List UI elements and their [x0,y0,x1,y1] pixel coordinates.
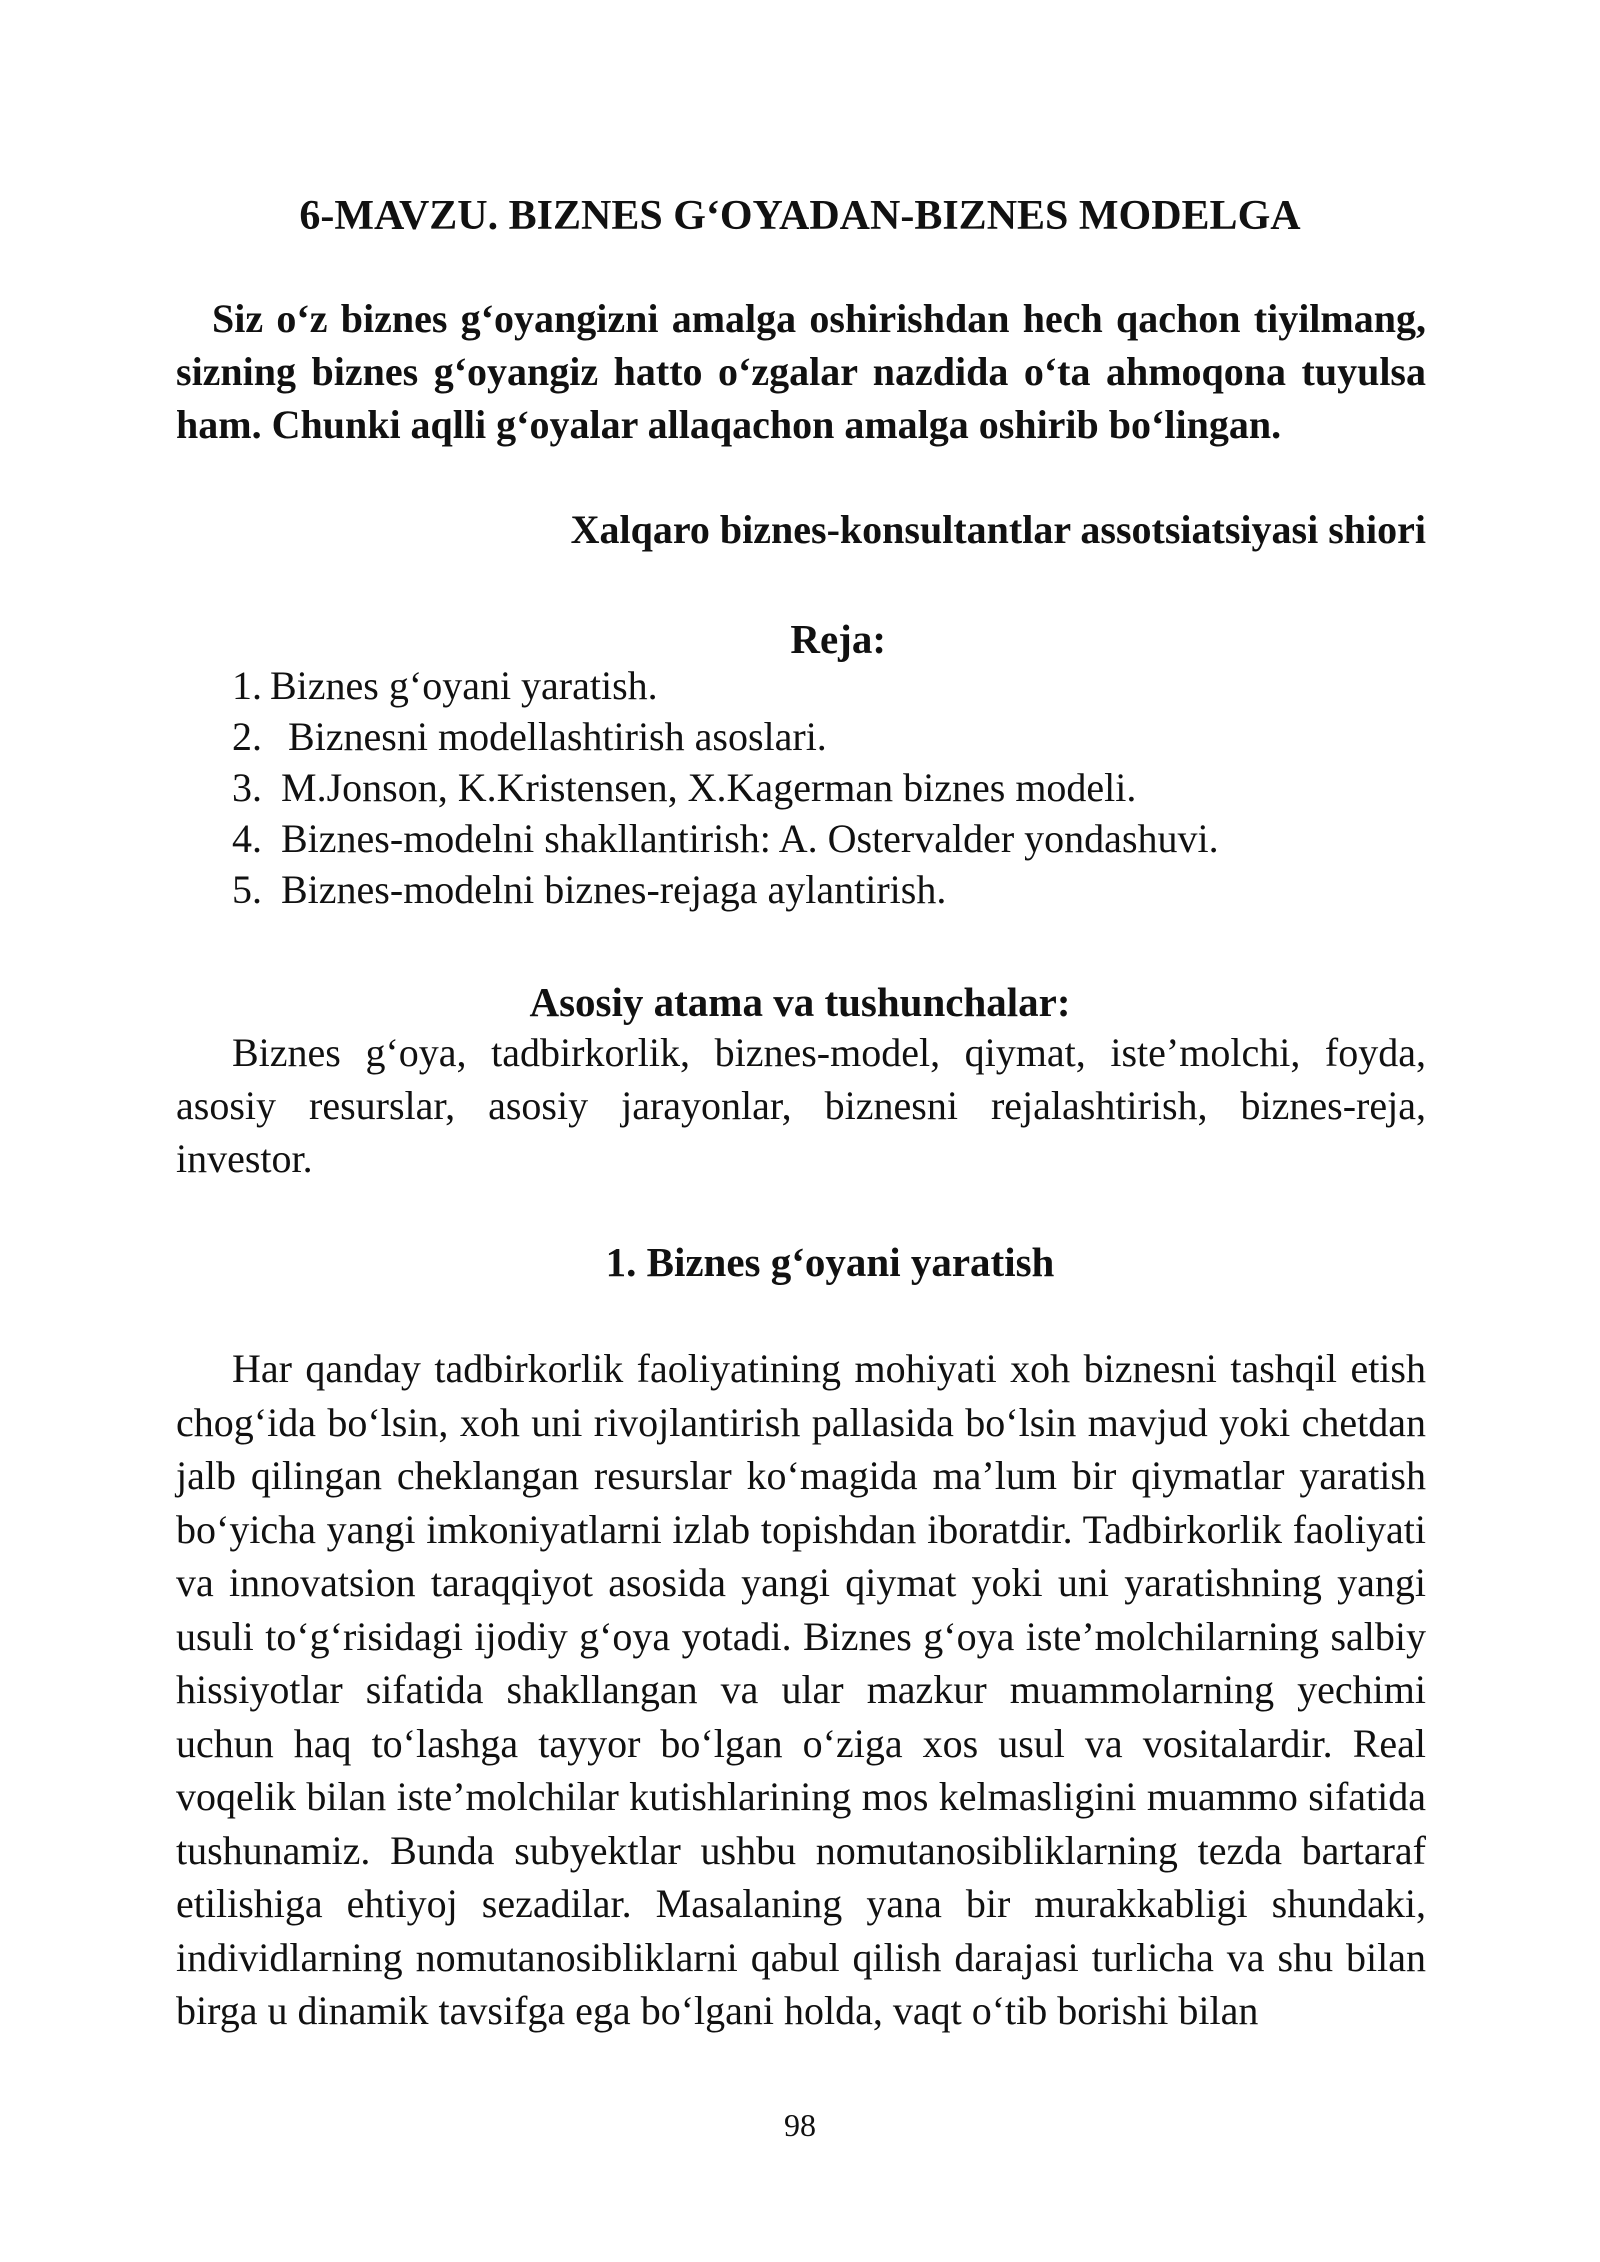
plan-item-text: Biznes g‘oyani yaratish. [270,663,658,708]
section-paragraph: Har qanday tadbirkorlik faoliyatining mohiyati xoh biznesni tashqil etish chog‘ida bo‘lsin, xoh uni rivojlantirish pallasida bo‘lsin mavjud yoki chetdan jalb qilingan cheklangan resurslar ko‘magida ma’lum bir qiymatlar yaratish bo‘yicha yangi imkoniyatlarni izlab topishdan iboratdir. Tadbirkorlik faoliyati va innovatsion taraqqiyot asosida yangi qiymat yoki uni yaratishning yangi usuli to‘g‘risidagi ijodiy g‘oya yotadi. Biznes g‘oya iste’molchilarning salbiy hissiyotlar sifatida shakllangan va ular mazkur muammolarning yechimi uchun haq to‘lashga tayyor bo‘lgan o‘ziga xos usul va vositalardir. Real voqelik bilan iste’molchilar kutishlarining mos kelmasligini muammo sifatida tushunamiz. Bunda subyektlar ushbu nomutanosibliklarning tezda bartaraf etilishiga ehtiyoj sezadilar. Masalaning yana bir murakkabligi shundaki, individlarning nomutanosibliklarni qabul qilish darajasi turlicha va shu bilan birga u dinamik tavsifga ega bo‘lgani holda, vaqt o‘tib borishi bilan [176,1346,1426,2033]
plan-item-number: 1. [232,663,262,708]
plan-item-text: Biznes-modelni shakllantirish: A. Ostervalder yondashuvi. [281,816,1219,861]
epigraph-attribution: Xalqaro biznes-konsultantlar assotsiatsiyasi shiori [570,507,1426,552]
section-heading: 1. Biznes g‘oyani yaratish [605,1239,1055,1285]
plan-item [232,660,1219,711]
terms-text: Biznes g‘oya, tadbirkorlik, biznes-model, qiymat, iste’molchi, foyda, asosiy resurslar, asosiy jarayonlar, biznesni rejalashtirish, biznes-reja, investor. [176,1030,1426,1181]
epigraph-text: Siz o‘z biznes g‘oyangizni amalga oshirishdan hech qachon tiyilmang, sizning biznes g‘oyangiz hatto o‘zgalar nazdida o‘ta ahmoqona tuyulsa ham. Chunki aqlli g‘oyalar allaqachon amalga oshirib bo‘lingan. [176,296,1426,447]
plan-item-text: Biznes-modelni biznes-rejaga aylantirish. [281,867,947,912]
plan-list [232,660,1219,915]
plan-item [232,711,1219,762]
page-number: 98 [784,2107,816,2143]
plan-item-number: 2. [232,714,262,759]
plan-item-text: Biznesni modellashtirish asoslari. [288,714,827,759]
terms-heading: Asosiy atama va tushunchalar: [529,979,1071,1025]
plan-item-number: 4. [232,816,262,861]
plan-item-number: 3. [232,765,262,810]
plan-item [232,813,1219,864]
page-title: 6-MAVZU. BIZNES G‘OYADAN-BIZNES MODELGA [299,193,1301,239]
plan-item [232,762,1219,813]
plan-item-text: M.Jonson, K.Kristensen, X.Kagerman biznes modeli. [281,765,1137,810]
plan-item [232,864,1219,915]
plan-heading: Reja: [790,616,886,662]
plan-item-number: 5. [232,867,262,912]
